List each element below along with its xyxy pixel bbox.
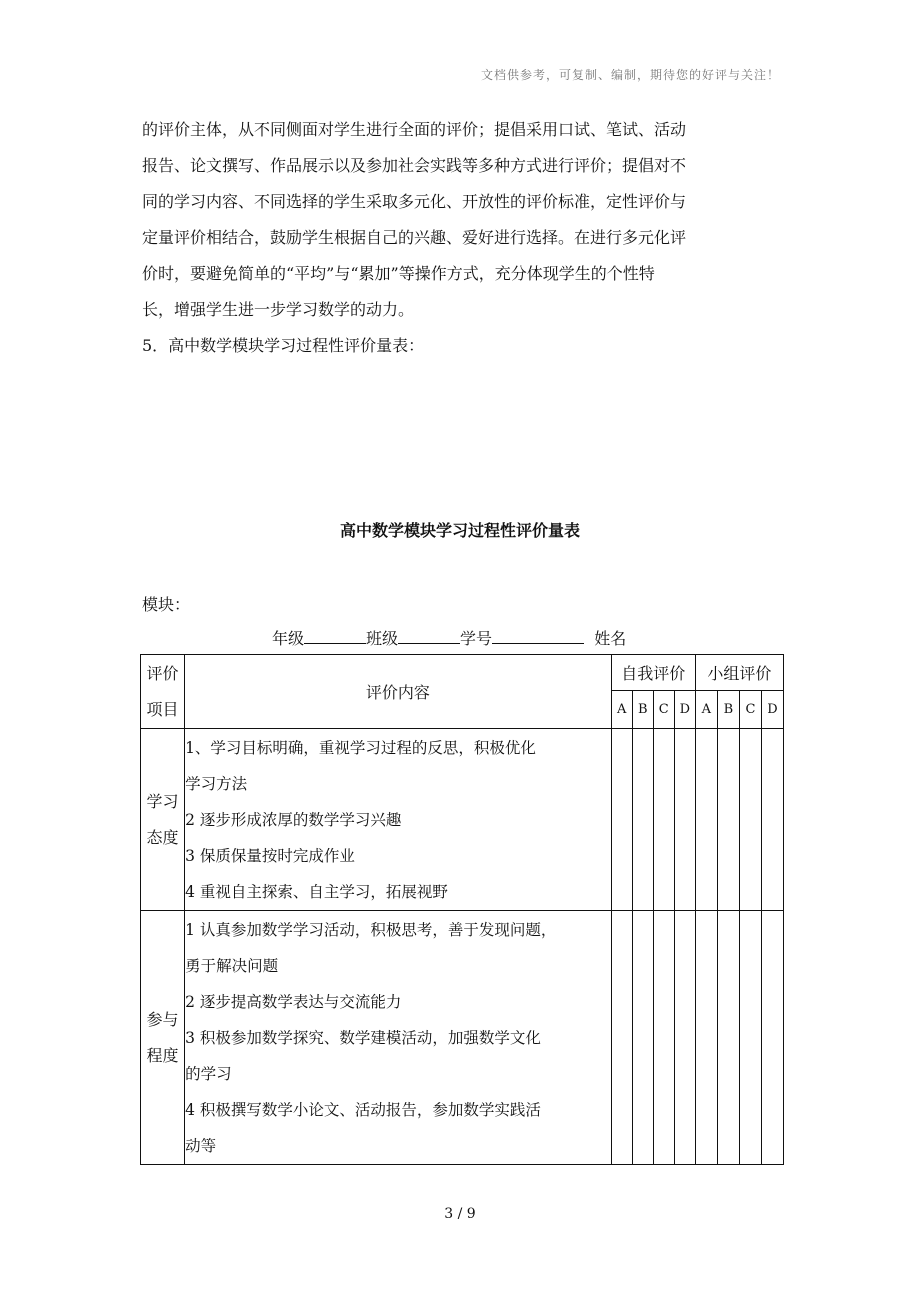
table-row [141, 729, 784, 911]
paragraph-line: 价时，要避免简单的“平均”与“累加”等操作方式，充分体现学生的个性特 [142, 264, 655, 283]
content-line: 1、学习目标明确，重视学习过程的反思，积极优化 [185, 738, 536, 757]
content-line: 2 逐步提高数学表达与交流能力 [185, 992, 402, 1011]
grade-label: 年级 [272, 629, 305, 648]
paragraph-line: 长，增强学生进一步学习数学的动力。 [142, 300, 415, 319]
score-cell[interactable] [739, 729, 761, 911]
self-grade-a: A [611, 691, 632, 729]
score-cell[interactable] [695, 729, 717, 911]
header-content-cell: 评价内容 [185, 655, 612, 729]
score-cell[interactable] [674, 729, 695, 911]
evaluation-table [140, 654, 784, 1165]
paragraph-line: 同的学习内容、不同选择的学生采取多元化、开放性的评价标准，定性评价与 [142, 192, 687, 211]
row-content-cell [185, 911, 612, 1165]
table-title: 高中数学模块学习过程性评价量表 [339, 521, 580, 540]
body-paragraph [142, 112, 782, 364]
content-line: 的学习 [185, 1064, 232, 1083]
content-line: 1 认真参加数学学习活动，积极思考，善于发现问题， [185, 920, 557, 939]
self-grade-d: D [674, 691, 695, 729]
content-line: 3 保质保量按时完成作业 [185, 846, 355, 865]
score-cell[interactable] [695, 911, 717, 1165]
self-grade-c: C [653, 691, 674, 729]
content-line: 2 逐步形成浓厚的数学学习兴趣 [185, 810, 402, 829]
score-cell[interactable] [674, 911, 695, 1165]
score-cell[interactable] [611, 911, 632, 1165]
student-no-label: 学号 [460, 629, 493, 648]
item-5-heading: 5．高中数学模块学习过程性评价量表： [142, 336, 425, 355]
group-grade-a: A [695, 691, 717, 729]
row-item-bottom: 程度 [146, 1045, 179, 1065]
score-cell[interactable] [632, 729, 653, 911]
content-line: 学习方法 [185, 774, 248, 793]
paragraph-line: 报告、论文撰写、作品展示以及参加社会实践等多种方式进行评价；提倡对不 [142, 156, 687, 175]
paragraph-line: 定量评价相结合，鼓励学生根据自己的兴趣、爱好进行选择。在进行多元化评 [142, 228, 687, 247]
content-line: 3 积极参加数学探究、数学建模活动，加强数学文化 [185, 1028, 541, 1047]
row-item-cell [141, 729, 185, 911]
score-cell[interactable] [653, 911, 674, 1165]
group-grade-b: B [717, 691, 739, 729]
score-cell[interactable] [632, 911, 653, 1165]
score-cell[interactable] [611, 729, 632, 911]
group-grade-c: C [739, 691, 761, 729]
row-item-bottom: 态度 [146, 827, 179, 847]
class-label: 班级 [366, 629, 399, 648]
module-label: 模块： [142, 595, 191, 614]
score-cell[interactable] [761, 729, 783, 911]
row-item-cell [141, 911, 185, 1165]
group-grade-d: D [761, 691, 783, 729]
header-item-cell [141, 655, 185, 729]
page-number: 3 / 9 [444, 1206, 476, 1222]
paragraph-line: 的评价主体，从不同侧面对学生进行全面的评价；提倡采用口试、笔试、活动 [142, 120, 687, 139]
content-line: 动等 [185, 1136, 217, 1155]
name-label: 姓名 [594, 629, 627, 648]
student-info-line [272, 626, 626, 649]
header-group-eval: 小组评价 [695, 655, 783, 691]
header-item-top: 评价 [146, 663, 179, 683]
score-cell[interactable] [717, 911, 739, 1165]
row-item-top: 学习 [146, 791, 179, 811]
score-cell[interactable] [653, 729, 674, 911]
header-item-bottom: 项目 [146, 699, 179, 719]
score-cell[interactable] [717, 729, 739, 911]
student-no-blank [492, 627, 584, 644]
row-content-cell [185, 729, 612, 911]
row-item-top: 参与 [146, 1009, 179, 1029]
grade-blank [304, 627, 366, 644]
score-cell[interactable] [739, 911, 761, 1165]
content-line: 4 积极撰写数学小论文、活动报告，参加数学实践活 [185, 1100, 541, 1119]
header-self-eval: 自我评价 [611, 655, 695, 691]
content-line: 勇于解决问题 [185, 956, 279, 975]
score-cell[interactable] [761, 911, 783, 1165]
content-line: 4 重视自主探索、自主学习，拓展视野 [185, 882, 448, 901]
self-grade-b: B [632, 691, 653, 729]
header-note: 文档供参考，可复制、编制，期待您的好评与关注！ [480, 68, 780, 82]
table-row [141, 911, 784, 1165]
class-blank [398, 627, 460, 644]
